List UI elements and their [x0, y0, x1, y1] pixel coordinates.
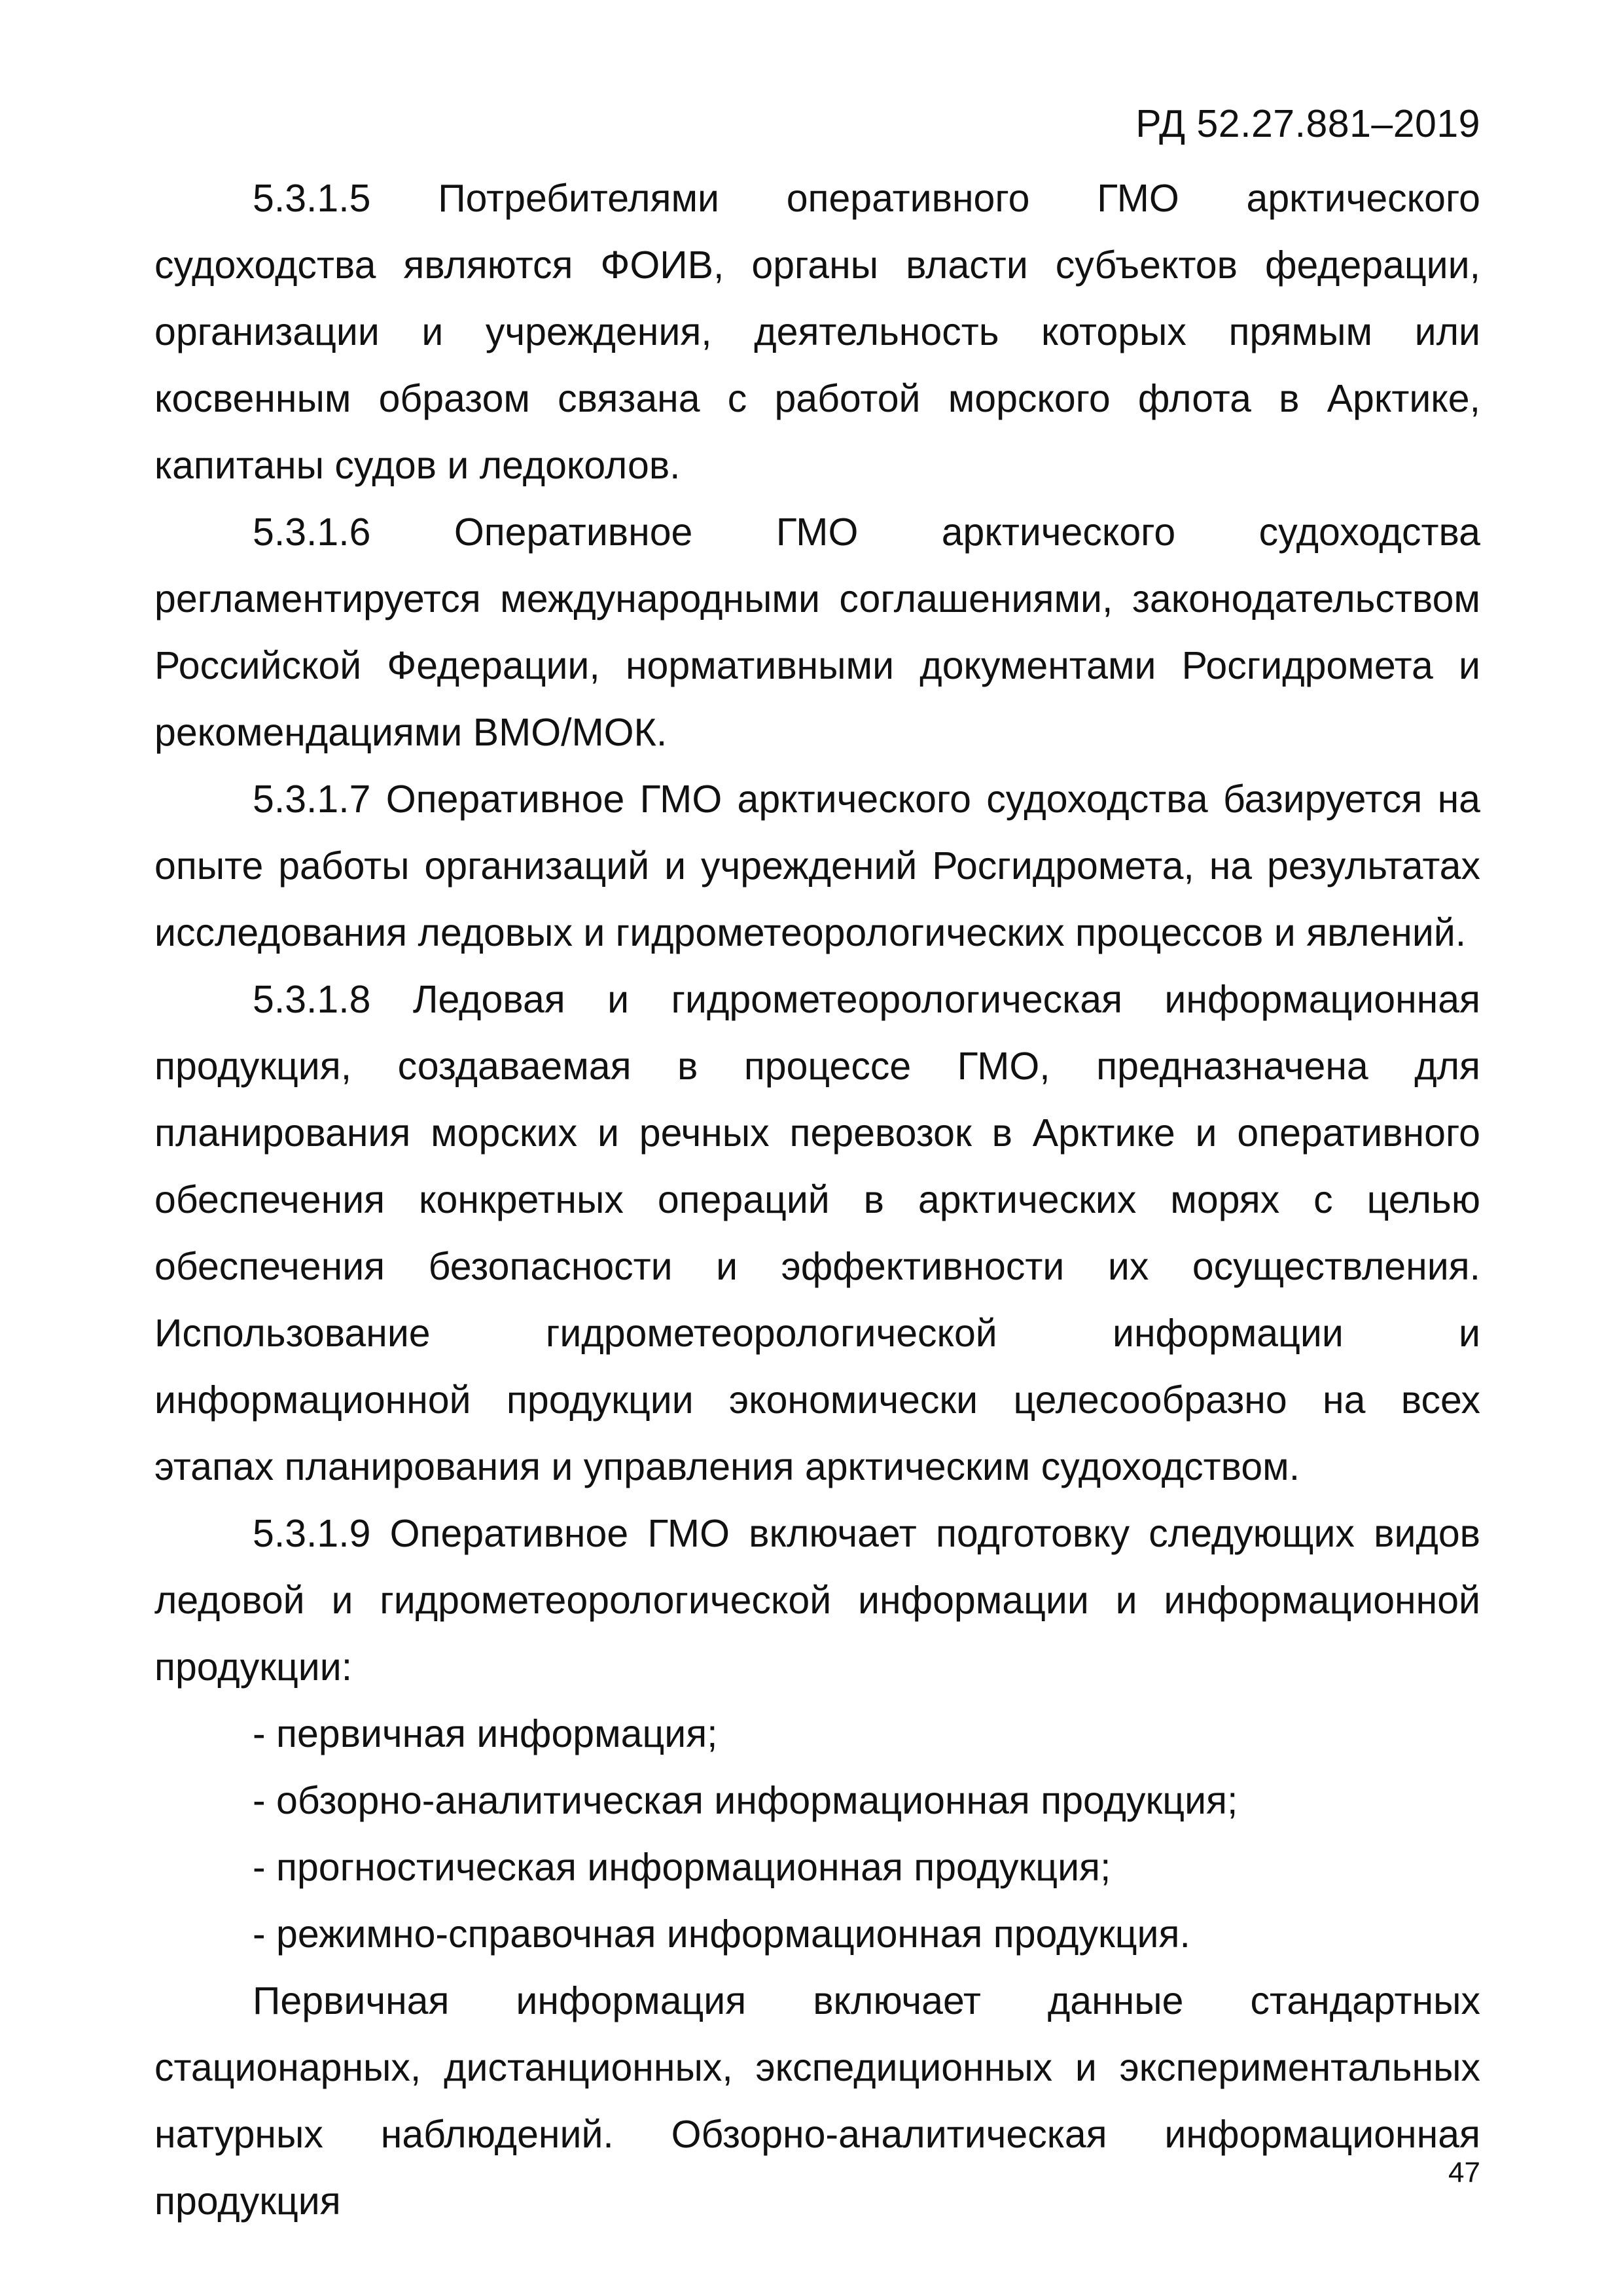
- paragraph-5-3-1-5: 5.3.1.5 Потребителями оперативного ГМО арктического судоходства являются ФОИВ, органы власти субъектов федерации, организации и учреждения, деятельность которых прямым или косвенным образом связана с работой морского флота в Арктике, капитаны судов и ледоколов.: [154, 177, 1480, 487]
- page-number: 47: [1448, 2157, 1480, 2189]
- paragraph-5-3-1-8: 5.3.1.8 Ледовая и гидрометеорологическая информационная продукция, создаваемая в процессе ГМО, предназначена для планирования морских и речных перевозок в Арктике и оперативного обеспечения конкретных операций в арктических морях с целью обеспечения безопасности и эффективности их осуществления. Использование гидрометеорологической информации и информационной продукции экономически целесообразно на всех этапах планирования и управления арктическим судоходством.: [154, 978, 1480, 1488]
- paragraph-5-3-1-6: 5.3.1.6 Оперативное ГМО арктического судоходства регламентируется международными соглашениями, законодательством Российской Федерации, нормативными документами Росгидромета и рекомендациями ВМО/МОК.: [154, 511, 1480, 754]
- list-item-forecast-product: - прогностическая информационная продукция;: [253, 1846, 1111, 1889]
- list-item-analytical-product: - обзорно-аналитическая информационная продукция;: [253, 1779, 1238, 1822]
- list-item-primary-info: - первичная информация;: [253, 1712, 718, 1755]
- paragraph-primary-info-description: Первичная информация включает данные стандартных стационарных, дистанционных, экспедиционных и экспериментальных натурных наблюдений. Обзорно-аналитическая информационная продукция: [154, 1979, 1480, 2223]
- document-body: [154, 165, 1480, 2234]
- paragraph-5-3-1-7: 5.3.1.7 Оперативное ГМО арктического судоходства базируется на опыте работы организаций и учреждений Росгидромета, на результатах исследования ледовых и гидрометеорологических процессов и явлений.: [154, 778, 1480, 954]
- list-item-reference-product: - режимно-справочная информационная продукция.: [253, 1912, 1190, 1956]
- paragraph-5-3-1-9: 5.3.1.9 Оперативное ГМО включает подготовку следующих видов ледовой и гидрометеорологической информации и информационной продукции:: [154, 1512, 1480, 1689]
- document-code-header: РД 52.27.881–2019: [1135, 102, 1480, 145]
